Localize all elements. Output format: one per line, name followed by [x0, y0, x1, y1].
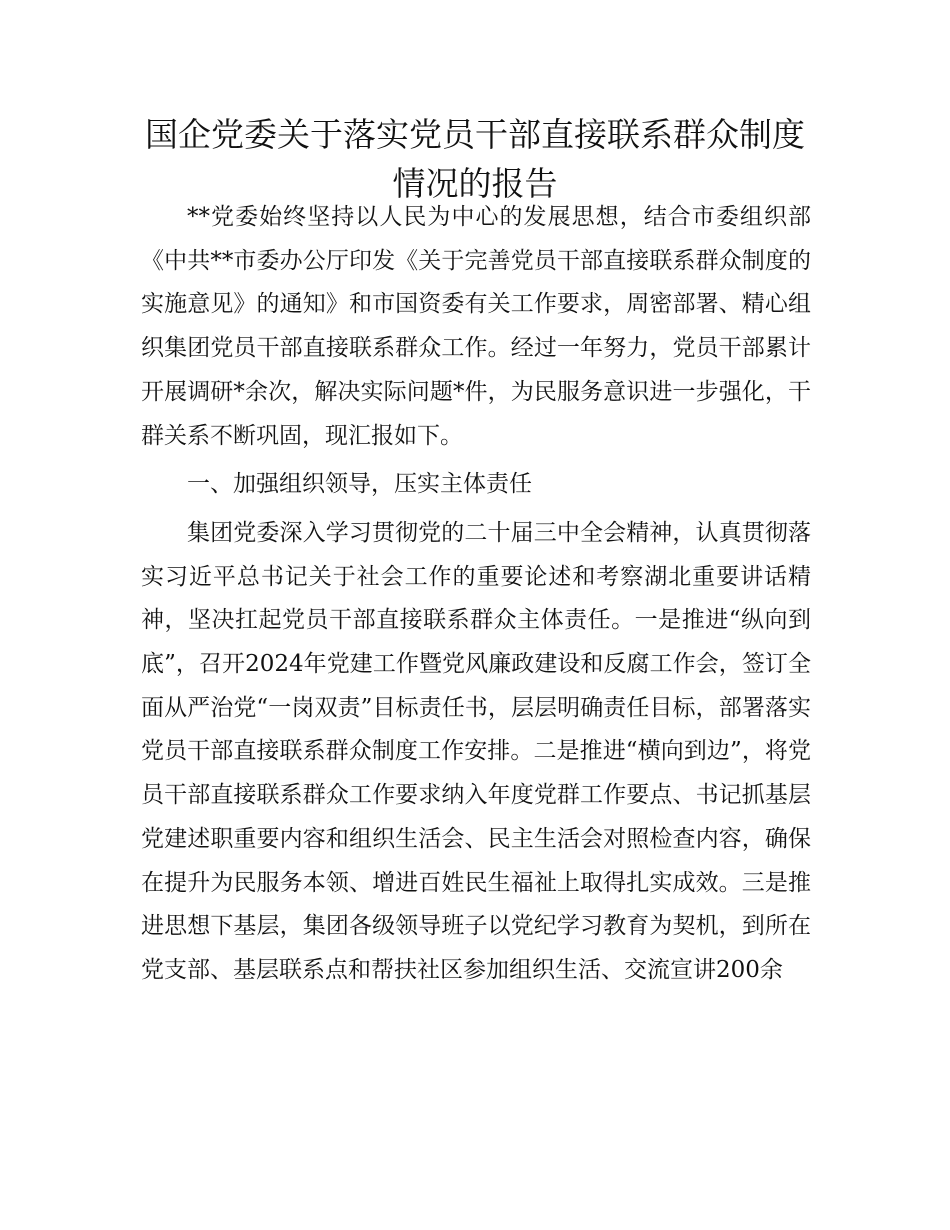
intro-paragraph: **党委始终坚持以人民为中心的发展思想，结合市委组织部《中共**市委办公厅印发《关于完善党员干部直接联系群众制度的实施意见》的通知》和市国资委有关工作要求，周密部署、精心组织集团党员干部直接联系群众工作。经过一年努力，党员干部累计开展调研*余次，解决实际问题*件，为民服务意识进一步强化，干群关系不断巩固，现汇报如下。	[141, 204, 811, 449]
title-line-1: 国企党委关于落实党员干部直接联系群众制度	[145, 115, 805, 154]
document-title	[140, 110, 810, 208]
section-heading: 一、加强组织领导，压实主体责任	[187, 471, 532, 498]
section-paragraph: 集团党委深入学习贯彻党的二十届三中全会精神，认真贯彻落实习近平总书记关于社会工作的重要论述和考察湖北重要讲话精神，坚决扛起党员干部直接联系群众主体责任。一是推进“纵向到底”，召开2024年党建工作暨党风廉政建设和反腐工作会，签订全面从严治党“一岗双责”目标责任书，层层明确责任目标，部署落实党员干部直接联系群众制度工作安排。二是推进“横向到边”，将党员干部直接联系群众工作要求纳入年度党群工作要点、书记抓基层党建述职重要内容和组织生活会、民主生活会对照检查内容，确保在提升为民服务本领、增进百姓民生福祉上取得扎实成效。三是推进思想下基层，集团各级领导班子以党纪学习教育为契机，到所在党支部、基层联系点和帮扶社区参加组织生活、交流宣讲200余	[141, 519, 811, 983]
title-line-2: 情况的报告	[392, 164, 558, 203]
document-body	[141, 196, 811, 993]
